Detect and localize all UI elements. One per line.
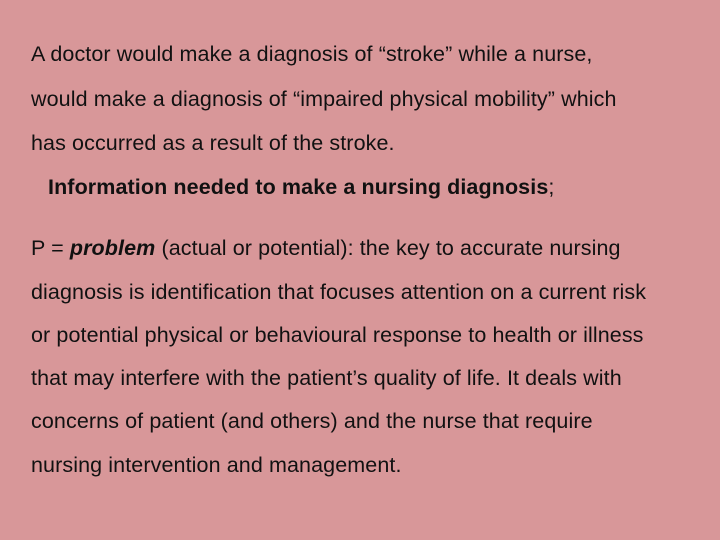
section-heading-text: Information needed to make a nursing diagnosis — [48, 175, 549, 199]
definition-line-2: diagnosis is identification that focuses attention on a current risk — [31, 280, 647, 304]
definition-line-6: nursing intervention and management. — [31, 453, 402, 477]
intro-line-2: would make a diagnosis of “impaired physical mobility” which — [31, 87, 617, 111]
definition-line-1 — [31, 235, 621, 261]
definition-line-5: concerns of patient (and others) and the nurse that require — [31, 409, 593, 433]
definition-line-4: that may interfere with the patient’s quality of life. It deals with — [31, 366, 622, 390]
section-heading — [48, 174, 554, 200]
intro-line-1: A doctor would make a diagnosis of “stroke” while a nurse, — [31, 42, 593, 66]
intro-line-3: has occurred as a result of the stroke. — [31, 131, 395, 155]
definition-prefix: P = — [31, 236, 70, 260]
section-heading-suffix: ; — [548, 175, 555, 199]
definition-line-3: or potential physical or behavioural response to health or illness — [31, 323, 644, 347]
definition-line-1-rest: (actual or potential): the key to accurate nursing — [155, 236, 621, 260]
definition-term: problem — [69, 236, 156, 260]
